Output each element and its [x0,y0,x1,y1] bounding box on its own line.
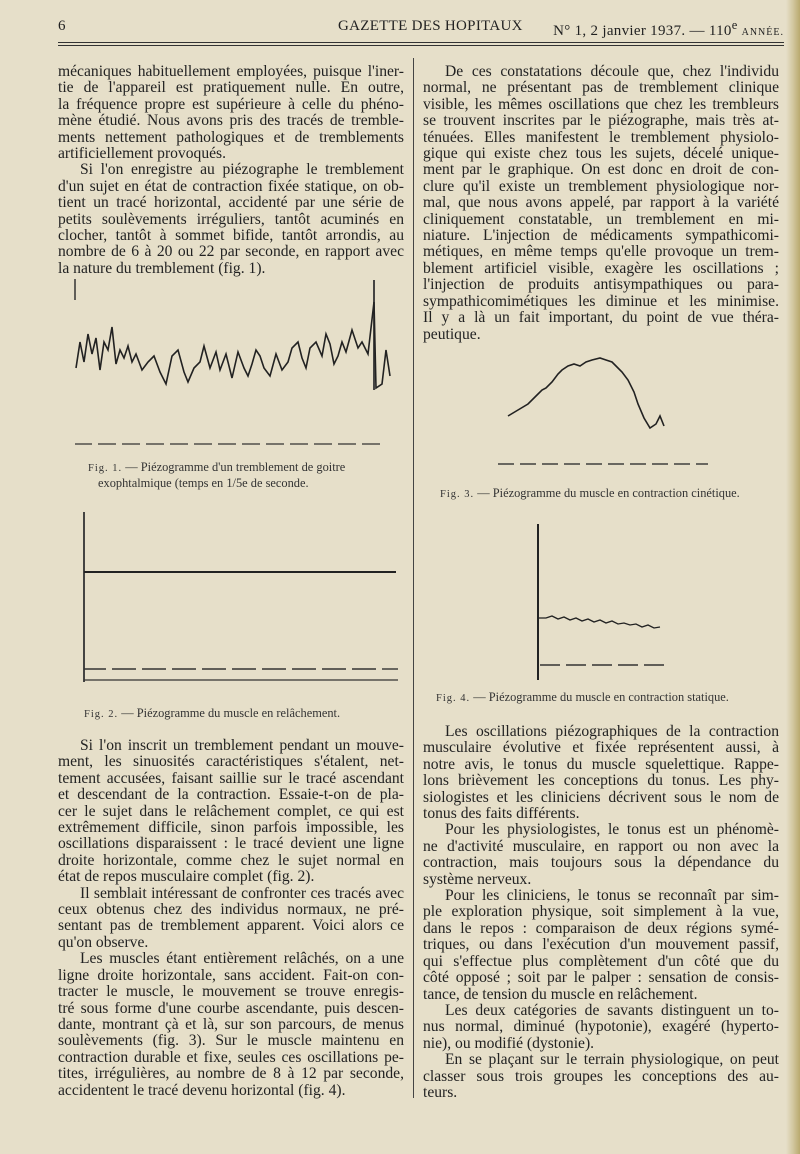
text-line: nie), ou modifié (dystonie). [423,1035,595,1052]
text-line: Les oscillations piézographiques de la contraction [445,724,779,740]
text-line: cer le sujet dans le relâchement complet, ce qui est [58,803,404,820]
right-paragraph-2 [423,724,779,822]
figure-3-caption-text: — Piézogramme du muscle en contraction cinétique. [477,486,740,500]
text-line: classer sous trois groupes les conceptions des au- [423,1068,779,1085]
text-line: la fréquence propre est supérieure à celle du phéno- [58,96,404,113]
right-column-bottom [423,724,779,1101]
text-line: contraction durable et fixe, seules ces oscillations pe- [58,1049,404,1066]
text-line: métiques, en même temps qu'elle provoque un trem- [423,244,779,261]
text-line: dans le repos : comparaison de deux régions symé- [423,920,779,937]
text-line: De ces constatations découle que, chez l'individu [445,64,779,80]
text-line: Si l'on enregistre au piézographe le tremblement [80,162,404,179]
text-line: peutique. [423,326,481,343]
issue-tail: ANNÉE. [741,27,784,38]
text-line: mécaniques habituellement employées, puisque l'iner- [58,64,404,80]
left-paragraph-3 [58,738,404,886]
right-paragraph-3 [423,822,779,888]
figure-1-caption [88,460,388,490]
text-line: sentant pas de tremblement apparent. Voici alors ce [58,918,404,935]
left-paragraph-4 [58,886,404,952]
text-line: Il semblait intéressant de confronter ces tracés avec [80,885,404,902]
text-line: Il y a là un fait important, du point de vue théra- [423,310,779,327]
text-line: notre avis, le tonus du muscle squelettique. Rappe- [423,756,779,773]
running-header [58,14,784,39]
figure-4-caption [436,690,780,706]
text-line: oscillations disparaissent : le tracé devient une ligne [58,836,404,853]
figure-3-label: Fig. 3. [440,489,475,500]
figure-2-label: Fig. 2. [84,709,119,720]
figure-4-caption-text: — Piézogramme du muscle en contraction statique. [473,690,729,704]
text-line: ne d'activité musculaire, en rapport ou non avec la [423,838,779,855]
text-line: tance, de tension du muscle en relâchement. [423,986,698,1003]
header-rule-top [58,42,784,43]
text-line: gique qui existe chez tous les sujets, décelé unique- [423,146,779,163]
text-line: artificiellement provoqués. [58,146,227,163]
figure-4-label: Fig. 4. [436,693,471,704]
column-divider [413,58,414,1098]
text-line: côté opposé ; soit par le palper : sensation de consis- [423,970,779,987]
journal-title: GAZETTE DES HOPITAUX [338,18,523,34]
text-line: qu'on observe. [58,934,149,951]
text-line: tement accusées, faisant saillie sur le tracé ascendant [58,770,404,787]
issue-sup: e [731,18,738,32]
right-paragraph-6 [423,1052,779,1101]
left-column-bottom [58,738,404,1099]
text-line: clure qu'il existe un tremblement physiologique nor- [423,178,779,195]
text-line: et descendant de la contraction. Essaie-t-on de pla- [58,787,404,804]
text-line: triques, ou dans l'exécution d'un mouvement passif, [423,937,779,954]
text-line: extrêmement difficile, sinon parfois impossible, les [58,820,404,837]
text-line: tonus des faits différents. [423,806,580,823]
text-line: Pour les cliniciens, le tonus se reconnaît par sim- [445,888,779,905]
text-line: accidentent le tracé devenu horizontal (fig. 4). [58,1082,346,1099]
figure-2-relaxation-trace [78,512,408,687]
right-paragraph-5 [423,1003,779,1052]
text-line: mène étudié. Nous avons pris des tracés de tremble- [58,113,404,130]
text-line: tie de l'appareil est pratiquement nulle. En outre, [58,80,404,97]
figure-1-label: Fig. 1. [88,463,123,474]
text-line: se trouvent inscrites par le piézographe, mais très at- [423,113,779,130]
figure-1-caption-text: — Piézogramme d'un tremblement de goitre [125,460,346,474]
text-line: dante, montrant çà et là, sur son parcours, de menus [58,1016,404,1033]
issue-number: N° 1, 2 janvier 1937. — 110 [553,23,732,39]
text-line: tient un tracé horizontal, accidenté par une série de [58,195,404,212]
left-column-top [58,64,404,277]
text-line: ple exploration physique, soit simplement à la vue, [423,904,779,921]
text-line: teurs. [423,1084,458,1101]
text-line: petits soulèvements irréguliers, tantôt acuminés en [58,211,404,228]
text-line: qui s'effectue plus complètement d'un côté que du [423,953,779,970]
text-line: blement artificiel visible, exagère les oscillations ; [423,260,779,277]
text-line: la nature du tremblement (fig. 1). [58,260,266,277]
figure-3-kinetic-trace [488,352,728,472]
text-line: nus normal, diminué (hypotonie), exagéré (hyperto- [423,1019,779,1036]
figure-2-caption [84,706,384,722]
text-line: nombre de 6 à 20 ou 22 par seconde, en rapport avec [58,244,404,261]
text-line: En se plaçant sur le terrain physiologique, on peut [445,1052,779,1069]
text-line: ceux obtenus chez des individus normaux, ne pré- [58,902,404,919]
text-line: niature. L'injection de médicaments sympathicomi- [423,228,779,245]
right-paragraph-4 [423,888,779,1003]
text-line: musculaire évolutive et fixée représentent aussi, à [423,740,779,757]
text-line: cliniquement constatable, un tremblement en mi- [423,211,779,228]
issue-info [553,18,784,40]
text-line: ligne droite horizontale, sans accident. Fait-on con- [58,967,404,984]
text-line: Les deux catégories de savants distinguent un to- [445,1002,779,1019]
text-line: Si l'on inscrit un tremblement pendant un mouve- [80,738,404,754]
text-line: lons brièvement les conceptions du tonus. Les phy- [423,773,779,790]
figure-1-tremor-trace [70,272,400,452]
figure-4-static-trace [530,524,690,684]
figure-3-caption [440,486,780,502]
text-line: état de repos musculaire complet (fig. 2). [58,869,315,886]
text-line: ment, les sinuosités caractéristiques s'étalent, net- [58,754,404,771]
text-line: siologistes et les cliniciens décrivent sous le nom de [423,789,779,806]
text-line: ténuées. Elles manifestent le tremblement physiolo- [423,129,779,146]
text-line: Les muscles étant entièrement relâchés, on a une [80,951,404,968]
text-line: tracter le muscle, le mouvement se trouve enregis- [58,984,404,1001]
text-line: visible, les mêmes oscillations que chez les trembleurs [423,96,779,113]
page-number: 6 [58,18,66,34]
text-line: tré sous forme d'une courbe ascendante, puis descen- [58,1000,404,1017]
text-line: Pour les physiologistes, le tonus est un phénomè- [445,822,779,839]
text-line: normal, ne présentant pas de tremblement clinique [423,80,779,97]
left-paragraph-2 [58,162,404,277]
text-line: tites, irrégulières, au nombre de 8 à 12 par seconde, [58,1066,404,1083]
left-paragraph-1 [58,64,404,162]
right-column-top [423,64,779,343]
figure-1-caption-line2: exophtalmique (temps en 1/5e de seconde. [98,476,309,490]
header-rule-bottom [58,45,784,46]
text-line: ment par le graphique. On est donc en droit de con- [423,162,779,179]
text-line: contraction, mais toujours sous la dépendance du [423,855,779,872]
text-line: clocher, tantôt à sommet bifide, tantôt arrondis, au [58,228,404,245]
text-line: d'un sujet en état de contraction fixée statique, on ob- [58,178,404,195]
text-line: système nerveux. [423,871,532,888]
text-line: l'injection de produits antisympathiques ou para- [423,277,779,294]
text-line: sympathicomimétiques les diminue et les minimise. [423,293,779,310]
page-edge [786,0,800,1154]
right-paragraph-1 [423,64,779,343]
left-paragraph-5 [58,951,404,1099]
figure-2-caption-text: — Piézogramme du muscle en relâchement. [121,706,341,720]
text-line: ments nettement pathologiques et de tremblements [58,129,404,146]
text-line: droite horizontale, comme chez le sujet normal en [58,852,404,869]
text-line: mal, que nous avons appelé, par rapport à la variété [423,195,779,212]
text-line: soulèvements (fig. 3). Sur le muscle maintenu en [58,1033,404,1050]
